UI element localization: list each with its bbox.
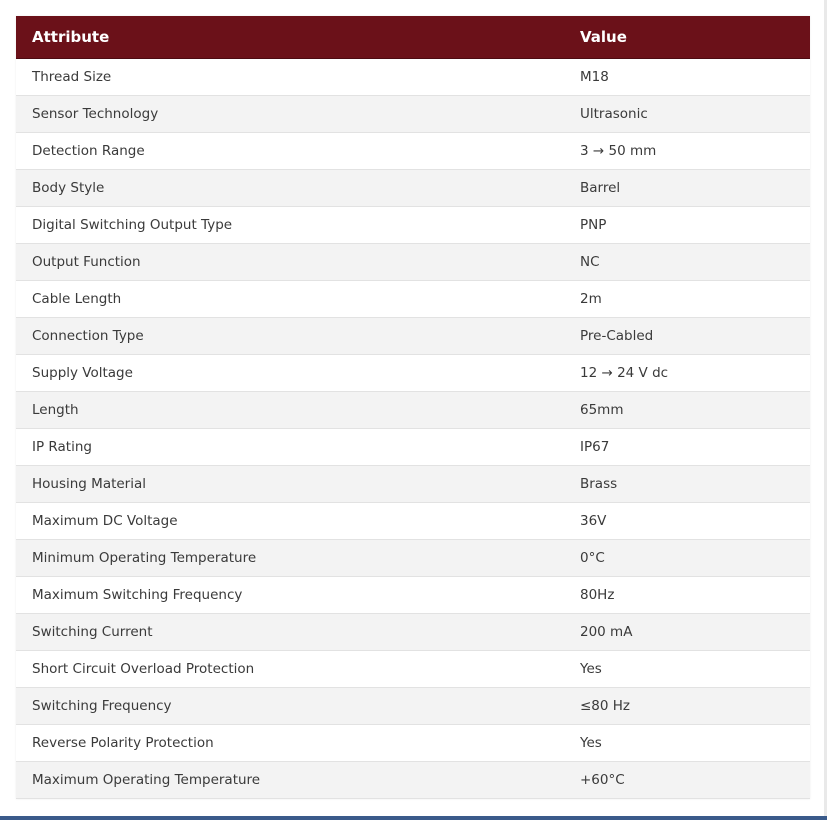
value-cell: ≤80 Hz (564, 687, 810, 724)
attribute-cell: Switching Frequency (16, 687, 564, 724)
value-cell: M18 (564, 58, 810, 95)
value-cell: 36V (564, 502, 810, 539)
attribute-cell: Sensor Technology (16, 95, 564, 132)
value-cell: 65mm (564, 391, 810, 428)
attribute-cell: Cable Length (16, 280, 564, 317)
value-cell: PNP (564, 206, 810, 243)
attribute-cell: Reverse Polarity Protection (16, 724, 564, 761)
value-cell: 200 mA (564, 613, 810, 650)
attribute-cell: Connection Type (16, 317, 564, 354)
table-row (16, 132, 810, 169)
attribute-cell: IP Rating (16, 428, 564, 465)
table-row (16, 58, 810, 95)
value-cell: IP67 (564, 428, 810, 465)
value-cell: Barrel (564, 169, 810, 206)
attribute-column-header: Attribute (16, 16, 564, 58)
table-row (16, 354, 810, 391)
value-cell: Yes (564, 724, 810, 761)
table-body (16, 58, 810, 798)
value-cell: 2m (564, 280, 810, 317)
table-row (16, 761, 810, 798)
attribute-cell: Output Function (16, 243, 564, 280)
table-row (16, 206, 810, 243)
value-cell: Pre-Cabled (564, 317, 810, 354)
table-row (16, 502, 810, 539)
table-row (16, 539, 810, 576)
value-cell: +60°C (564, 761, 810, 798)
table-row (16, 428, 810, 465)
attribute-cell: Digital Switching Output Type (16, 206, 564, 243)
table-header (16, 16, 810, 58)
value-column-header: Value (564, 16, 810, 58)
table-row (16, 243, 810, 280)
table-row (16, 613, 810, 650)
table-row (16, 317, 810, 354)
attribute-cell: Maximum Switching Frequency (16, 576, 564, 613)
attribute-cell: Maximum Operating Temperature (16, 761, 564, 798)
value-cell: Ultrasonic (564, 95, 810, 132)
attribute-cell: Minimum Operating Temperature (16, 539, 564, 576)
attribute-cell: Supply Voltage (16, 354, 564, 391)
table-row (16, 391, 810, 428)
specifications-table (16, 16, 810, 799)
attribute-cell: Body Style (16, 169, 564, 206)
bottom-accent-bar (0, 816, 827, 820)
attribute-cell: Detection Range (16, 132, 564, 169)
attribute-cell: Thread Size (16, 58, 564, 95)
attribute-cell: Short Circuit Overload Protection (16, 650, 564, 687)
attribute-cell: Length (16, 391, 564, 428)
value-cell: 0°C (564, 539, 810, 576)
header-row (16, 16, 810, 58)
table-row (16, 724, 810, 761)
table-row (16, 280, 810, 317)
table-row (16, 576, 810, 613)
table-row (16, 465, 810, 502)
attribute-cell: Housing Material (16, 465, 564, 502)
value-cell: NC (564, 243, 810, 280)
value-cell: 3 → 50 mm (564, 132, 810, 169)
value-cell: Brass (564, 465, 810, 502)
table-row (16, 169, 810, 206)
table-row (16, 687, 810, 724)
value-cell: Yes (564, 650, 810, 687)
attribute-cell: Switching Current (16, 613, 564, 650)
attribute-cell: Maximum DC Voltage (16, 502, 564, 539)
value-cell: 12 → 24 V dc (564, 354, 810, 391)
table-row (16, 650, 810, 687)
value-cell: 80Hz (564, 576, 810, 613)
table-row (16, 95, 810, 132)
